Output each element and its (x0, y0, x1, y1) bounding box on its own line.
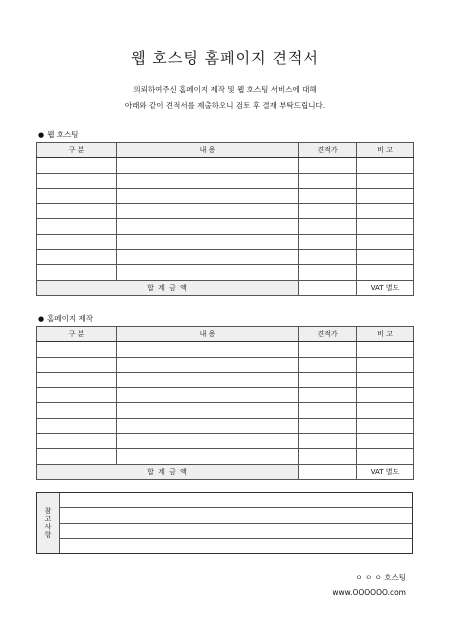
price-cell[interactable] (299, 357, 357, 372)
remarks-cell[interactable] (357, 388, 414, 403)
total-amount-cell[interactable] (299, 464, 357, 479)
total-row (37, 280, 414, 295)
price-cell[interactable] (299, 403, 357, 418)
content-cell[interactable] (117, 403, 299, 418)
header-category: 구 분 (37, 143, 117, 158)
content-cell[interactable] (117, 219, 299, 234)
header-category: 구 분 (37, 327, 117, 342)
total-amount-cell[interactable] (299, 280, 357, 295)
content-cell[interactable] (117, 250, 299, 265)
total-row (37, 464, 414, 479)
content-cell[interactable] (117, 173, 299, 188)
category-cell[interactable] (37, 188, 117, 203)
category-cell[interactable] (37, 449, 117, 464)
price-cell[interactable] (299, 188, 357, 203)
notes-box (36, 492, 413, 554)
content-cell[interactable] (117, 342, 299, 357)
table-row (37, 204, 414, 219)
table-body (37, 342, 414, 464)
content-cell[interactable] (117, 388, 299, 403)
content-cell[interactable] (117, 265, 299, 280)
notes-line[interactable] (60, 524, 412, 539)
intro-line-1: 의뢰하여주신 홈페이지 제작 및 웹 호스팅 서비스에 대해 (133, 85, 317, 94)
section-title: 웹 호스팅 (47, 130, 79, 139)
content-cell[interactable] (117, 449, 299, 464)
header-price: 견적가 (299, 143, 357, 158)
remarks-cell[interactable] (357, 234, 414, 249)
table-header-row (37, 143, 414, 158)
price-cell[interactable] (299, 388, 357, 403)
remarks-cell[interactable] (357, 158, 414, 173)
table-row (37, 173, 414, 188)
remarks-cell[interactable] (357, 449, 414, 464)
remarks-cell[interactable] (357, 403, 414, 418)
category-cell[interactable] (37, 265, 117, 280)
document-title: 웹 호스팅 홈페이지 견적서 (131, 49, 319, 67)
category-cell[interactable] (37, 418, 117, 433)
table-row (37, 372, 414, 387)
remarks-cell[interactable] (357, 219, 414, 234)
price-cell[interactable] (299, 234, 357, 249)
price-cell[interactable] (299, 250, 357, 265)
bullet-icon: ● (38, 130, 45, 139)
vat-note: VAT 별도 (357, 280, 414, 295)
remarks-cell[interactable] (357, 342, 414, 357)
category-cell[interactable] (37, 357, 117, 372)
category-cell[interactable] (37, 342, 117, 357)
price-cell[interactable] (299, 434, 357, 449)
table-body (37, 158, 414, 280)
header-price: 견적가 (299, 327, 357, 342)
remarks-cell[interactable] (357, 173, 414, 188)
price-cell[interactable] (299, 372, 357, 387)
remarks-cell[interactable] (357, 188, 414, 203)
category-cell[interactable] (37, 250, 117, 265)
table-row (37, 388, 414, 403)
content-cell[interactable] (117, 234, 299, 249)
bullet-icon: ● (38, 314, 45, 323)
intro-line-2: 아래와 같이 견적서를 제출하오니 검토 후 결재 부탁드립니다. (124, 101, 326, 110)
remarks-cell[interactable] (357, 418, 414, 433)
table-row (37, 342, 414, 357)
price-cell[interactable] (299, 342, 357, 357)
content-cell[interactable] (117, 418, 299, 433)
category-cell[interactable] (37, 403, 117, 418)
price-cell[interactable] (299, 449, 357, 464)
table-row (37, 219, 414, 234)
table-row (37, 403, 414, 418)
category-cell[interactable] (37, 388, 117, 403)
header-remarks: 비 고 (357, 327, 414, 342)
price-cell[interactable] (299, 418, 357, 433)
remarks-cell[interactable] (357, 204, 414, 219)
notes-label: 참고사항 (37, 493, 60, 553)
remarks-cell[interactable] (357, 434, 414, 449)
content-cell[interactable] (117, 372, 299, 387)
content-cell[interactable] (117, 434, 299, 449)
table-row (37, 234, 414, 249)
company-name: ㅇ ㅇ ㅇ 호스팅 (355, 573, 406, 582)
table-row (37, 188, 414, 203)
remarks-cell[interactable] (357, 357, 414, 372)
price-cell[interactable] (299, 158, 357, 173)
table-row (37, 250, 414, 265)
section-label-homepage (38, 313, 93, 324)
table-row (37, 434, 414, 449)
notes-line[interactable] (60, 508, 412, 523)
price-cell[interactable] (299, 219, 357, 234)
header-remarks: 비 고 (357, 143, 414, 158)
category-cell[interactable] (37, 434, 117, 449)
total-label: 합 계 금 액 (37, 280, 299, 295)
header-content: 내 용 (117, 143, 299, 158)
notes-line[interactable] (60, 493, 412, 508)
content-cell[interactable] (117, 357, 299, 372)
table-header-row (37, 327, 414, 342)
table-row (37, 265, 414, 280)
content-cell[interactable] (117, 188, 299, 203)
table-row (37, 158, 414, 173)
notes-lines (60, 493, 412, 553)
table-row (37, 357, 414, 372)
price-cell[interactable] (299, 204, 357, 219)
table-row (37, 449, 414, 464)
table-row (37, 418, 414, 433)
category-cell[interactable] (37, 234, 117, 249)
category-cell[interactable] (37, 219, 117, 234)
notes-line[interactable] (60, 539, 412, 553)
section-title: 홈페이지 제작 (47, 314, 93, 323)
category-cell[interactable] (37, 173, 117, 188)
section-label-hosting (38, 129, 78, 140)
remarks-cell[interactable] (357, 265, 414, 280)
content-cell[interactable] (117, 204, 299, 219)
category-cell[interactable] (37, 372, 117, 387)
remarks-cell[interactable] (357, 250, 414, 265)
price-cell[interactable] (299, 265, 357, 280)
vat-note: VAT 별도 (357, 464, 414, 479)
remarks-cell[interactable] (357, 372, 414, 387)
total-label: 합 계 금 액 (37, 464, 299, 479)
content-cell[interactable] (117, 158, 299, 173)
company-url: www.OOOOOO.com (332, 588, 406, 597)
price-cell[interactable] (299, 173, 357, 188)
estimate-table-hosting (36, 142, 414, 296)
header-content: 내 용 (117, 327, 299, 342)
category-cell[interactable] (37, 204, 117, 219)
category-cell[interactable] (37, 158, 117, 173)
estimate-table-homepage (36, 326, 414, 480)
